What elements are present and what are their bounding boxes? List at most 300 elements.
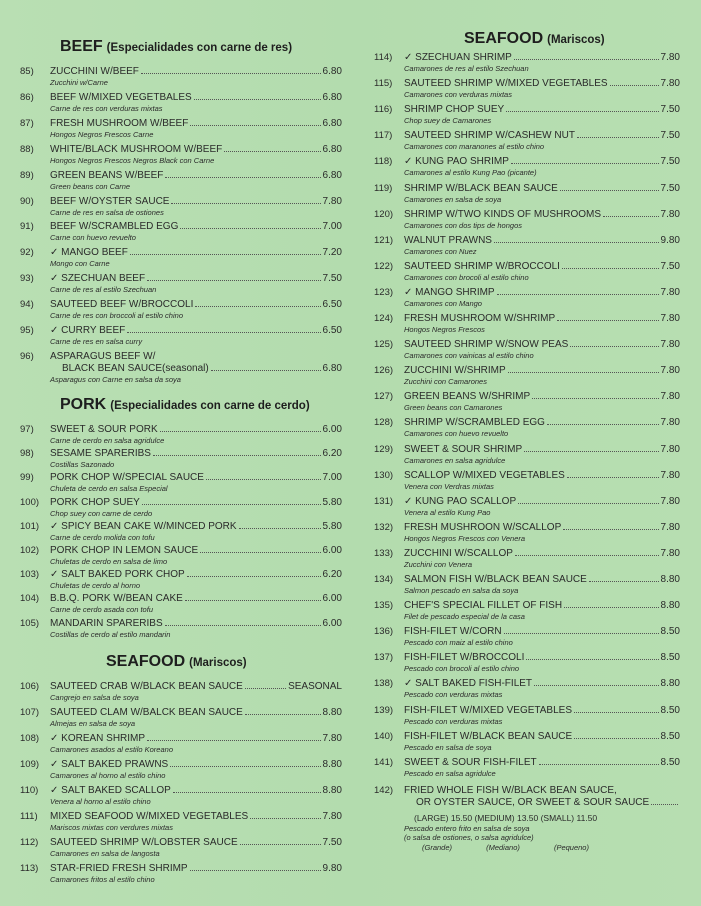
item-name: SAUTEED BEEF W/BROCCOLI [50,299,194,311]
item-name: FISH-FILET W/MIXED VEGETABLES [404,704,572,716]
item-name: SAUTEED SHRIMP W/MIXED VEGETABLES [404,78,608,90]
leader-dots [173,792,321,793]
menu-item [20,681,342,702]
item-price: 6.80 [322,143,342,155]
item-line [20,92,342,104]
menu-item [374,522,680,543]
menu-item [374,130,680,151]
item-line [20,351,342,363]
item-number: 142) [374,785,394,796]
item-price: 7.80 [660,52,680,63]
leader-dots [170,766,320,767]
menu-item [20,837,342,858]
leader-dots [195,306,320,307]
item-spanish: Chuletas de cerdo al horno [50,581,141,591]
item-spanish: Camarones en salsa agridulce [404,455,506,465]
item-name: SHRIMP W/BLACK BEAN SAUCE [404,182,558,194]
item-number: 140) [374,730,394,742]
item-spanish-2: (o salsa de ostiones, o salsa agridulce) [404,833,534,842]
leader-dots [574,738,658,739]
item-name: ✓ SZECHUAN SHRIMP [404,52,512,63]
item-number: 112) [20,837,39,848]
menu-item [20,521,342,542]
menu-item [374,313,680,334]
item-spanish: Camarones fritos al estilo chino [50,875,155,884]
menu-item [374,652,680,673]
item-price: 7.80 [660,78,680,90]
item-name: BEEF W/MIXED VEGETBALES [50,91,192,103]
leader-dots [165,177,320,178]
item-number: 110) [20,785,39,796]
item-spanish: Camarones en salsa de soya [404,194,502,204]
item-number: 91) [20,221,34,233]
item-line [20,196,342,208]
menu-item [20,707,342,728]
item-number: 92) [20,247,34,259]
item-spanish: Pescado entero frito en salsa de soya [404,824,530,833]
item-line [20,733,342,745]
item-number: 119) [374,182,393,194]
leader-dots [508,372,659,373]
item-spanish: Camarones con huevo revuelto [404,429,509,439]
menu-item [374,209,680,230]
item-line [374,600,680,612]
leader-dots [190,870,321,871]
leader-dots [506,111,658,112]
item-price: 6.80 [322,362,342,374]
item-line [20,497,342,509]
item-price: 7.50 [660,104,680,116]
item-name: ✓ MANGO SHRIMP [404,286,495,298]
leader-dots [511,163,659,164]
item-line [20,545,342,557]
menu-item [374,287,680,308]
menu-item [374,496,680,517]
menu-item [20,118,342,139]
leader-dots [206,479,321,480]
item-line [374,391,680,403]
item-line [374,287,680,299]
item-number: 85) [20,66,34,77]
item-name: SAUTEED CLAM W/BALCK BEAN SAUCE [50,707,243,718]
item-spanish: Carne de cerdo asada con tofu [50,605,153,615]
item-number: 130) [374,469,394,481]
item-price: 7.80 [660,521,680,533]
item-number: 102) [20,545,40,556]
item-line [20,247,342,259]
item-name: FRIED WHOLE FISH W/BLACK BEAN SAUCE, [404,785,617,796]
item-name: FISH-FILET W/BROCCOLI [404,652,525,664]
item-line [20,759,342,771]
menu-item [20,593,342,614]
item-name: ✓ MANGO BEEF [50,247,128,259]
leader-dots [497,294,659,295]
item-name: SHRIMP CHOP SUEY [404,104,505,116]
item-line [20,66,342,78]
item-spanish: Costillas Sazonado [50,460,115,470]
seafood_left-header [106,653,247,671]
item-name: ✓ SPICY BEAN CAKE W/MINCED PORK [50,520,237,532]
item-spanish: Carne de cerdo en salsa agridulce [50,436,165,445]
menu-item [20,170,342,191]
menu-item [374,183,680,204]
item-spanish: Green beans con Camarones [404,403,503,413]
item-number: 115) [374,78,393,90]
menu-item [374,574,680,595]
item-line [20,170,342,182]
item-name: ✓ SALT BAKED PORK CHOP [50,569,185,581]
item-price: 9.80 [660,234,680,246]
leader-dots [574,712,659,713]
section-subtitle: (Especialidades con carne de res) [106,42,293,54]
item-line [374,785,680,797]
item-spanish: Venera al horno al estilo chino [50,797,151,806]
item-name: BEEF W/OYSTER SAUCE [50,195,170,207]
item-name: ✓ SALT BAKED SCALLOP [50,785,171,796]
menu-item [374,678,680,699]
item-name: SWEET & SOUR SHRIMP [404,443,523,455]
item-number: 121) [374,234,394,246]
item-price: 7.00 [322,472,342,484]
leader-dots [563,529,658,530]
menu-item [20,221,342,242]
item-spanish: Salmon pescado en salsa da soya [404,586,519,595]
leader-dots [515,555,659,556]
item-price: 8.50 [660,730,680,742]
leader-dots [557,320,658,321]
leader-dots [142,504,321,505]
item-line [374,183,680,195]
item-spanish: Camarones con Nuez [404,246,477,256]
item-name: SCALLOP W/MIXED VEGETABLES [404,469,565,481]
pork-header [60,396,310,414]
item-price: 8.80 [322,707,342,718]
leader-dots [130,254,321,255]
item-price: 6.00 [322,424,342,435]
item-spanish: Carne de res con broccoli al estilo chino [50,311,183,321]
item-price: 7.80 [660,391,680,403]
item-number: 133) [374,547,394,559]
item-spanish: Camarones en salsa de langosta [50,849,160,858]
item-name: SAUTEED SHRIMP W/BROCCOLI [404,260,560,272]
item-line [20,863,342,875]
item-name: SWEET & SOUR PORK [50,424,158,435]
leader-dots [567,477,659,478]
item-spanish: Camarones al estilo Kung Pao (picante) [404,168,537,178]
item-number: 90) [20,195,34,207]
menu-item [20,811,342,832]
item-number: 118) [374,156,393,168]
item-name: ✓ KUNG PAO SCALLOP [404,495,517,507]
item-line [20,144,342,156]
menu-item [374,757,680,778]
item-price: 6.80 [322,66,342,77]
item-name: ✓ SALT BAKED FISH-FILET [404,678,533,690]
leader-dots [141,73,321,74]
item-line [374,104,680,116]
item-price: 7.20 [322,247,342,259]
leader-dots [603,216,658,217]
item-price: 7.50 [660,260,680,272]
item-number: 97) [20,424,34,435]
item-name: WALNUT PRAWNS [404,234,492,246]
menu-item [374,52,680,73]
item-line [374,339,680,351]
item-price: 7.80 [660,547,680,559]
item-name: SWEET & SOUR FISH-FILET [404,756,537,768]
leader-dots [570,346,658,347]
item-number: 107) [20,707,40,718]
item-name: MIXED SEAFOOD W/MIXED VEGETABLES [50,811,249,822]
item-line [374,261,680,273]
item-number: 135) [374,600,394,612]
leader-dots [532,398,658,399]
item-number: 96) [20,350,34,362]
item-number: 104) [20,593,40,605]
item-line [374,731,680,743]
item-name: SHRIMP W/SCRAMBLED EGG [404,417,545,429]
item-spanish: Camarones asados al estilo Koreano [50,745,173,754]
menu-item [374,365,680,386]
item-price: 6.00 [322,545,342,556]
item-line [374,130,680,142]
leader-dots [560,190,659,191]
item-number: 127) [374,391,394,403]
item-spanish: Zucchini w/Carne [50,78,108,87]
item-price: 6.80 [322,117,342,129]
item-line [20,785,342,797]
item-name: WHITE/BLACK MUSHROOM W/BEEF [50,143,223,155]
item-price: 7.50 [322,273,342,285]
item-spanish: Camarones con Mango [404,298,482,308]
item-price: 7.50 [660,156,680,168]
item-number: 88) [20,143,34,155]
leader-dots [610,85,659,86]
item-number: 93) [20,273,34,285]
section-subtitle: (Especialidades con carne de cerdo) [110,400,310,412]
item-line [374,496,680,508]
leader-dots [514,59,659,60]
menu-item-142 [374,785,680,854]
item-price: 7.80 [660,365,680,377]
item-number: 141) [374,756,394,768]
section-title: SEAFOOD [106,653,186,670]
item-number: 129) [374,443,394,455]
menu-item [374,600,680,621]
item-line [374,235,680,247]
section-title: PORK [60,396,107,413]
item-number: 108) [20,733,40,744]
item-line [374,626,680,638]
menu-item [374,470,680,491]
item-line-2 [20,363,342,375]
leader-dots [239,528,321,529]
leader-dots [526,659,658,660]
leader-dots [524,451,658,452]
menu-item [374,156,680,177]
leader-dots [171,203,320,204]
item-price: 6.20 [322,569,342,581]
menu-item [374,391,680,412]
leader-dots [504,633,659,634]
item-line [20,424,342,436]
item-price: 7.50 [660,130,680,142]
item-spanish: Camarones con maranones al estilo chino [404,142,545,152]
item-price: 7.50 [660,182,680,194]
leader-dots [547,424,659,425]
item-size-names: (Grande) (Mediano) (Pequeno) [422,843,589,852]
item-name: FISH-FILET W/BLACK BEAN SAUCE [404,730,573,742]
item-spanish: Filet de pescado especial de la casa [404,612,525,622]
leader-dots [518,503,658,504]
beef-header [60,38,292,56]
item-line [20,618,342,630]
menu-item [20,448,342,469]
item-name: FRESH MUSHROOM W/SHRIMP [404,313,556,324]
item-line [374,78,680,90]
item-spanish: Zucchini con Camarones [404,377,487,387]
leader-dots [534,685,658,686]
item-spanish: Hongos Negros Frescos con Venera [404,533,526,543]
item-number: 122) [374,260,394,272]
item-line [374,757,680,769]
leader-dots [651,804,678,805]
item-spanish: Chop suey con carne de cerdo [50,508,153,518]
leader-dots [190,125,320,126]
item-price: 7.80 [660,339,680,351]
item-number: 126) [374,365,394,377]
leader-dots [539,764,659,765]
item-line [20,811,342,823]
item-number: 134) [374,574,394,585]
section-title: SEAFOOD [464,30,544,47]
item-number: 103) [20,569,40,581]
item-spanish: Carne con huevo revuelto [50,233,136,243]
item-spanish: Camarones con dos tips de hongos [404,220,522,230]
item-price: 7.80 [660,495,680,507]
item-number: 109) [20,759,40,770]
item-name: SAUTEED CRAB W/BLACK BEAN SAUCE [50,681,243,692]
menu-item [20,863,342,884]
leader-dots [589,581,659,582]
item-price: 7.80 [660,443,680,455]
menu-item [20,299,342,320]
item-spanish: Chuleta de cerdo en salsa Especial [50,484,168,494]
item-name: SALMON FISH W/BLACK BEAN SAUCE [404,574,587,585]
leader-dots [577,137,659,138]
item-name-cont: BLACK BEAN SAUCE(seasonal) [62,362,209,374]
leader-dots [185,600,321,601]
item-line [20,299,342,311]
item-price: 8.80 [660,574,680,585]
menu-item [374,444,680,465]
item-number: 95) [20,325,34,336]
item-name: SAUTEED SHRIMP W/LOBSTER SAUCE [50,837,238,848]
item-price: 8.50 [660,652,680,664]
item-spanish: Camarones con brocoli al estilo chino [404,272,529,282]
item-name: ✓ CURRY BEEF [50,325,126,336]
item-line [374,313,680,325]
item-name: FISH-FILET W/CORN [404,626,502,638]
item-number: 87) [20,117,34,129]
menu-item [20,66,342,87]
item-spanish: Zucchini con Venera [404,559,473,569]
item-spanish: Hongos Negros Frescos Negros Black con Carne [50,155,215,165]
item-price: 7.80 [322,195,342,207]
menu-item [20,424,342,445]
menu-item [20,351,342,384]
menu-item [20,497,342,518]
item-price: 8.50 [660,704,680,716]
item-spanish: Carne de res en salsa de ostiones [50,207,164,217]
item-number: 131) [374,495,394,507]
item-price: 7.00 [322,221,342,233]
leader-dots [224,151,320,152]
item-number: 132) [374,521,394,533]
leader-dots [494,242,659,243]
item-line [20,707,342,719]
leader-dots [250,818,320,819]
item-price: 8.80 [660,678,680,690]
menu-item [20,545,342,566]
item-price: 6.50 [322,325,342,336]
item-number: 125) [374,339,394,351]
item-line [20,472,342,484]
item-name: ZUCCHINI W/SCALLOP [404,547,513,559]
item-spanish: Pescado en salsa agridulce [404,768,496,778]
item-line [374,652,680,664]
menu-item [374,78,680,99]
item-spanish: Camarones al horno al estilo chino [50,771,166,780]
item-number: 86) [20,91,34,103]
menu-item [20,196,342,217]
section-subtitle: (Mariscos) [547,34,605,46]
item-price: 6.00 [322,617,342,629]
item-number: 106) [20,681,40,692]
item-spanish: Carne de res con verduras mixtas [50,103,163,113]
item-line [20,118,342,130]
item-price: 5.80 [322,496,342,508]
item-number: 111) [20,811,38,822]
item-number: 114) [374,52,393,63]
item-spanish: Chop suey de Camarones [404,116,492,126]
menu-item [374,261,680,282]
leader-dots [200,552,320,553]
leader-dots [564,607,658,608]
item-number: 99) [20,472,34,484]
item-spanish: Camarones con vainicas al estilo chino [404,351,534,361]
item-number: 89) [20,169,34,181]
item-name: GREEN BEANS W/BEEF [50,169,164,181]
leader-dots [147,740,320,741]
item-line [374,52,680,64]
menu-item [20,785,342,806]
item-name: SAUTEED SHRIMP W/SNOW PEAS [404,339,569,351]
item-price: 7.80 [660,208,680,220]
item-price: 9.80 [322,863,342,874]
menu-item [20,273,342,294]
item-price: 7.80 [660,469,680,481]
item-name: ✓ SALT BAKED PRAWNS [50,759,169,770]
item-price: 7.80 [660,313,680,324]
item-price: 8.50 [660,756,680,768]
item-number: 105) [20,617,40,629]
leader-dots [245,714,321,715]
item-price: 7.50 [322,837,342,848]
item-name: ZUCCHINI W/BEEF [50,66,139,77]
item-name-cont: OR OYSTER SAUCE, OR SWEET & SOUR SAUCE [416,797,650,808]
menu-item [374,731,680,752]
